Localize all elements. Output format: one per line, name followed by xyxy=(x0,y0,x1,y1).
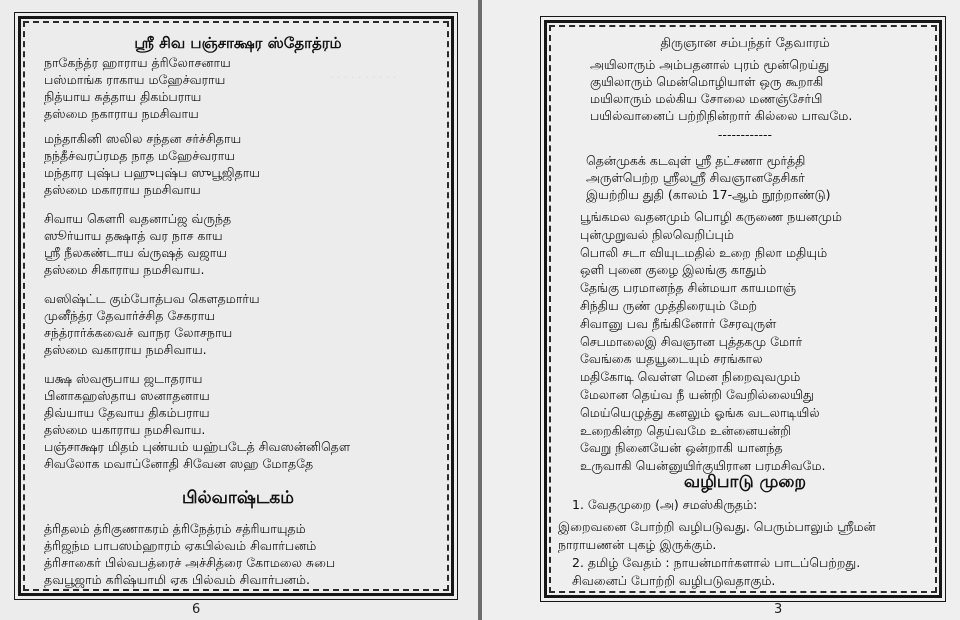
intro-line: தென்முகக் கடவுள் ஸ்ரீ தட்சணா மூர்த்தி xyxy=(586,153,806,168)
stanza-1 xyxy=(44,54,231,122)
verse-line: பூங்கமல வதனமும் பொழி கருணை நயனமும் xyxy=(580,209,842,224)
worship-method-list xyxy=(558,496,876,590)
verse-line: நித்யாய சுத்தாய திகம்பராய xyxy=(44,89,202,104)
verse-line: பினாகஹஸ்தாய ஸனாதனாய xyxy=(44,388,210,403)
verse-line: மதிகோடி வெள்ள மென நிறைவுவமும் xyxy=(580,369,801,385)
verse-line: பயில்வானைப் பற்றிநின்றார் கில்லை பாவமே. xyxy=(590,108,853,123)
verse-line: த்ரிஜந்ம பாபஸம்ஹாரம் ஏகபில்வம் சிவார்பனம் xyxy=(44,538,317,553)
verse-line: உறைகின்ற தெய்வமே உன்னையன்றி xyxy=(580,422,791,438)
verse-line: சிவலோக மவாப்னோதி சிவேன ஸஹ மோததே xyxy=(44,456,314,471)
verse-line: தஸ்மை வகாராய நமசிவாய. xyxy=(44,342,207,357)
verse-line: மெய்யெழுத்து கனலும் ஓங்க வடலாடியில் xyxy=(580,404,820,420)
devaram-title: திருஞான சம்பந்தர் தேவாரம் xyxy=(660,36,830,51)
verse-line: த்ரிதலம் த்ரிகுணாகரம் த்ரிநேத்ரம் சத்ரியாயுதம் xyxy=(44,521,306,536)
verse-line: யக்ஷ ஸ்வரூபாய ஜடாதராய xyxy=(44,371,203,386)
verse-line: சிவாய கௌரி வதனாப்ஜ வ்ருந்த xyxy=(44,211,232,226)
verse-line: முனீந்த்ர தேவார்ச்சித சேகராய xyxy=(44,308,215,323)
page-number: 3 xyxy=(774,602,783,617)
verse-line: நாகேந்த்ர ஹாராய த்ரிலோசனாய xyxy=(44,55,231,70)
verse-line: தேங்கு பரமானந்த சின்மயா காயமாஞ் xyxy=(580,280,797,296)
verse-line: மந்தாகினி ஸலில சந்தன சர்ச்சிதாய xyxy=(44,131,242,146)
verse-line: குயிலாரும் மென்மொழியாள் ஒரு கூறாகி xyxy=(590,74,824,89)
verse-line: தஸ்மை நகாராய நமசிவாய xyxy=(44,106,199,121)
verse-line: புன்முறுவல் நிலவெறிப்பும் xyxy=(580,226,734,242)
bilvashtakam-verse xyxy=(44,520,335,588)
verse-line: பொலி சடா வியுடமதில் உறை நிலா மதியும் xyxy=(580,244,828,260)
verse-line: வேறு நினையேன் ஒன்றாகி யானந்த xyxy=(580,440,783,456)
verse-line: மந்தார புஷ்ப பஹுபுஷ்ப ஸுபூஜிதாய xyxy=(44,165,261,180)
hymn-verse xyxy=(580,208,842,475)
verse-line: ஸூர்யாய தக்ஷாத் வர நாச காய xyxy=(44,228,223,243)
worship-item: இறைவனை போற்றி வழிபடுவது. பெரும்பாலும் ஸ்ரீமன் xyxy=(558,519,876,534)
intro-line: இயற்றிய துதி (காலம் 17-ஆம் நூற்றாண்டு) xyxy=(586,187,831,202)
verse-line: அயிலாரும் அம்பதனால் புரம் மூன்றெய்து xyxy=(590,57,830,72)
verse-line: சிந்திய ருண் முத்திரையும் மேற் xyxy=(580,297,757,313)
verse-line: பஞ்சாக்ஷர மிதம் புண்யம் யஹ்படேத் சிவஸன்னிதௌ xyxy=(44,439,351,454)
verse-line: த்ரிசாகைர் பில்வபத்ரைச் அச்சித்ரை கோமலை சுபை xyxy=(44,555,336,570)
intro-line: அருள்பெற்ற ஸ்ரீலஸ்ரீ சிவஞானதேசிகர் xyxy=(586,170,805,185)
left-page-title: ஸ்ரீ சிவ பஞ்சாக்ஷர ஸ்தோத்ரம் xyxy=(134,34,342,52)
verse-line: மயிலாரும் மல்கிய சோலை மணஞ்சேர்பி xyxy=(590,91,823,106)
verse-line: பஸ்மாங்க ராகாய மஹேச்வராய xyxy=(44,72,226,87)
stanza-3 xyxy=(44,210,231,278)
bleed-through-text: · · · · · · · · · · xyxy=(330,71,397,84)
worship-method-heading: வழிபாடு முறை xyxy=(683,472,807,492)
devaram-verse xyxy=(590,56,852,124)
verse-line: ஸ்ரீ நீலகண்டாய வ்ருஷத் வஜாய xyxy=(44,245,227,260)
stanza-2 xyxy=(44,130,260,198)
verse-line: சிவானு பவ நீங்கினோர் சேரவுருள் xyxy=(580,315,777,331)
verse-line: நந்தீச்வரப்ரமத நாத மஹேச்வராய xyxy=(44,148,235,163)
verse-line: தஸ்மை மகாராய நமசிவாய xyxy=(44,182,201,197)
verse-line: வேங்கை யதயூடையும் சரங்கால xyxy=(580,351,763,367)
verse-line: செபமாலைஇ சிவஞான புத்தகமு மோர் xyxy=(580,333,803,349)
verse-line: ஒளி புனை குழை இலங்கு காதும் xyxy=(580,262,767,278)
verse-line: தவபூஜாம் கரிஷ்யாமி ஏக பில்வம் சிவார்பனம். xyxy=(44,572,310,587)
verse-line: வஸிஷ்ட்ட கும்போத்பவ கௌதமார்ய xyxy=(44,291,260,306)
verse-line: மேலான தெய்வ நீ யன்றி வேறில்லையிது xyxy=(580,386,814,402)
stanza-4 xyxy=(44,290,260,358)
stanza-5 xyxy=(44,370,350,472)
page-number: 6 xyxy=(192,602,201,617)
separator-line: ------------ xyxy=(717,127,773,142)
bilvashtakam-title: பில்வாஷ்டகம் xyxy=(182,488,294,508)
verse-line: தஸ்மை யகாராய நமசிவாய. xyxy=(44,422,206,437)
verse-line: உருவாகி யென்னுயிர்குயிரான பரமசிவமே. xyxy=(580,458,826,474)
left-page xyxy=(0,0,478,620)
worship-item: 2. தமிழ் வேதம் : நாயன்மார்களால் பாடப்பெற்றது. xyxy=(572,555,861,570)
verse-line: திவ்யாய தேவாய திகம்பராய xyxy=(44,405,210,420)
worship-item: நாராயணன் புகழ் இருக்கும். xyxy=(558,537,717,552)
worship-item: சிவனைப் போற்றி வழிபடுவதாகும். xyxy=(572,573,776,588)
verse-line: சந்த்ரார்க்கவைச் வாநர லோசநாய xyxy=(44,325,233,340)
worship-item: 1. வேதமுறை (அ) சமஸ்கிருதம்: xyxy=(572,497,758,512)
hymn-intro xyxy=(586,152,831,203)
verse-line: தஸ்மை சிகாராய நமசிவாய. xyxy=(44,262,205,277)
